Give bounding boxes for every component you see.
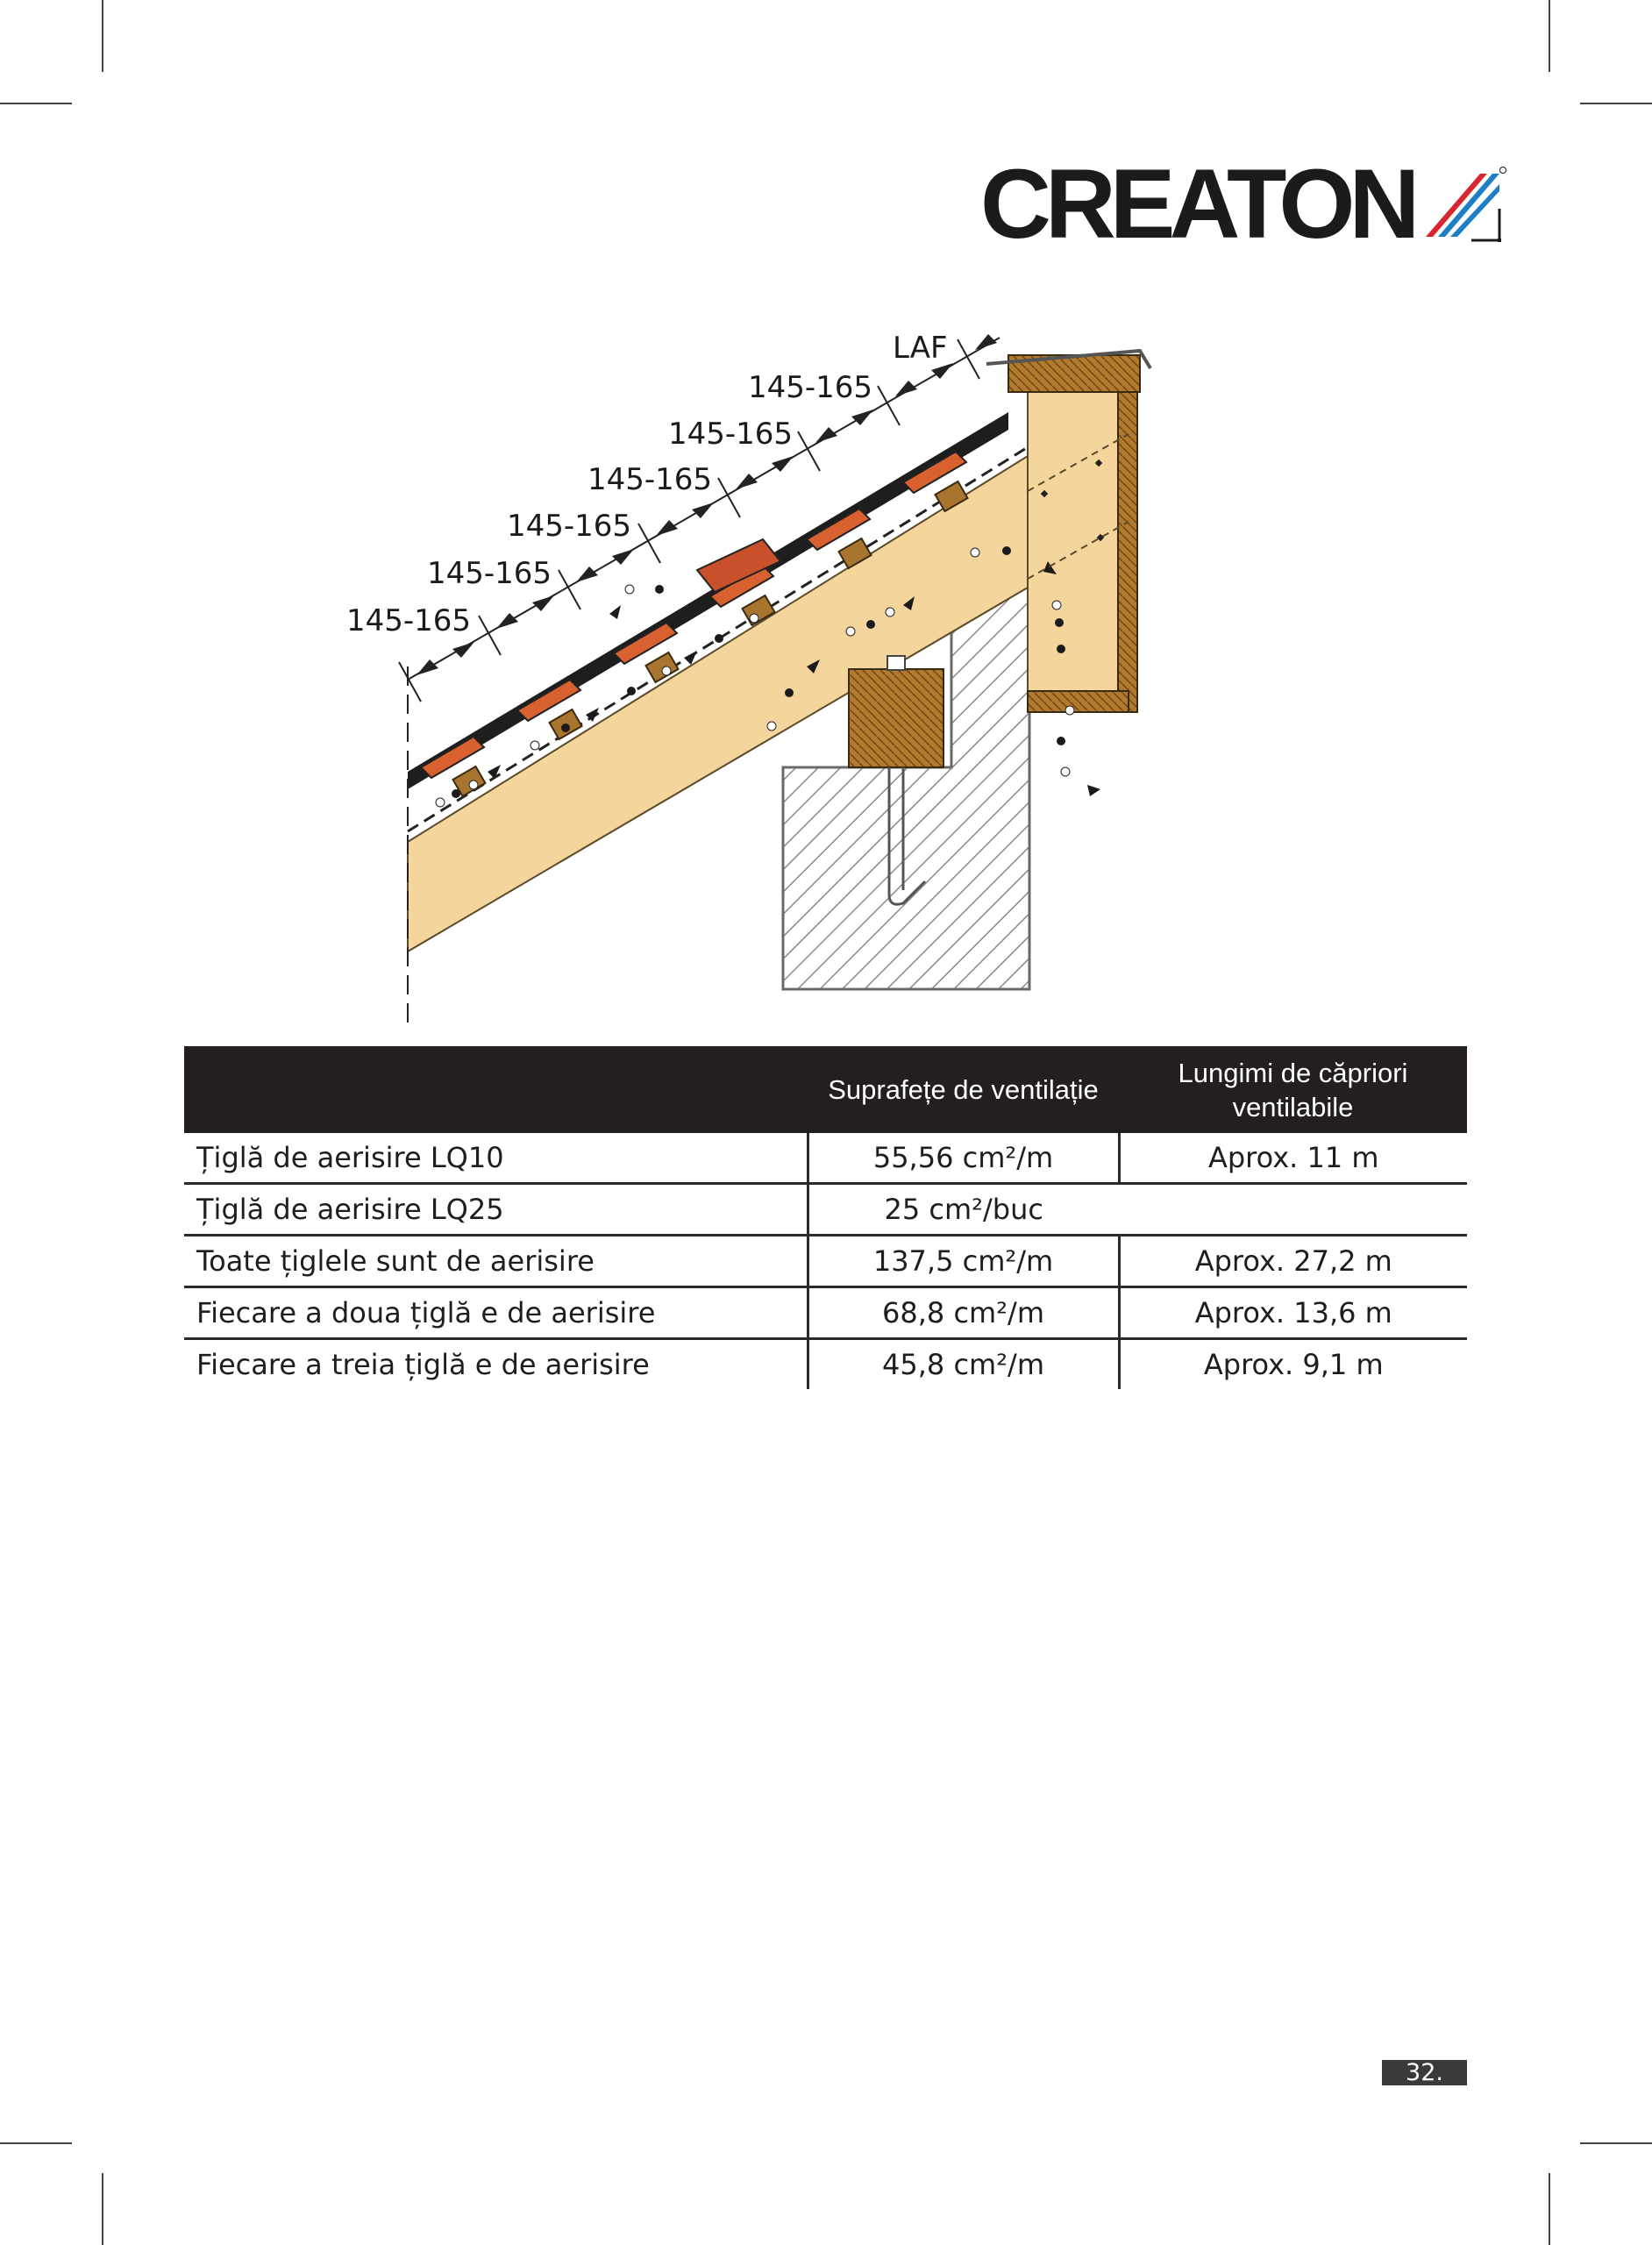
row-name: Țiglă de aerisire LQ10 bbox=[184, 1133, 808, 1184]
row-length: Aprox. 9,1 m bbox=[1119, 1339, 1467, 1390]
row-name: Fiecare a doua țiglă e de aerisire bbox=[184, 1287, 808, 1339]
row-length: Aprox. 11 m bbox=[1119, 1133, 1467, 1184]
table-row bbox=[184, 1339, 1467, 1390]
dimension-label: 145-165 bbox=[507, 509, 632, 544]
row-name: Fiecare a treia țiglă e de aerisire bbox=[196, 1348, 650, 1381]
crop-mark bbox=[1580, 2142, 1652, 2144]
verge-bottom bbox=[1028, 691, 1129, 712]
logo-mark-icon bbox=[1419, 165, 1506, 244]
ventilation-table bbox=[184, 1046, 1467, 1389]
wall-plate bbox=[849, 669, 943, 767]
crop-mark bbox=[0, 2142, 72, 2144]
table-row bbox=[184, 1287, 1467, 1339]
crop-mark bbox=[1549, 2173, 1550, 2245]
crop-mark bbox=[1580, 103, 1652, 104]
row-area: 68,8 cm²/m bbox=[808, 1287, 1119, 1339]
crop-mark bbox=[102, 0, 103, 72]
header-rafter-length: Lungimi de căpriori ventilabile bbox=[1119, 1046, 1467, 1133]
dimension-label: 145-165 bbox=[587, 462, 713, 497]
logo-wordmark: CREATON bbox=[980, 149, 1414, 259]
crop-mark bbox=[102, 2173, 103, 2245]
header-ventilation-area: Suprafețe de ventilație bbox=[808, 1046, 1119, 1133]
row-name: Toate țiglele sunt de aerisire bbox=[184, 1236, 808, 1287]
table-row bbox=[184, 1184, 1467, 1236]
dimension-label-laf: LAF bbox=[893, 331, 948, 366]
row-area: 55,56 cm²/m bbox=[808, 1133, 1119, 1184]
table-row bbox=[184, 1133, 1467, 1184]
row-area: 25 cm²/buc bbox=[808, 1184, 1119, 1236]
row-length: Aprox. 13,6 m bbox=[1119, 1287, 1467, 1339]
verge-board bbox=[1028, 373, 1129, 710]
roof-ventilation-diagram bbox=[333, 316, 1175, 1035]
dimension-label: 145-165 bbox=[346, 603, 472, 638]
header-empty bbox=[184, 1046, 808, 1133]
creaton-logo bbox=[980, 149, 1506, 259]
row-length bbox=[1119, 1184, 1467, 1236]
dimension-label: 145-165 bbox=[668, 417, 794, 452]
page-number: 32. bbox=[1382, 2060, 1467, 2085]
table-row bbox=[184, 1236, 1467, 1287]
crop-mark bbox=[0, 103, 72, 104]
crop-mark bbox=[1549, 0, 1550, 72]
verge-trim bbox=[1118, 361, 1137, 712]
dimension-label: 145-165 bbox=[748, 370, 873, 405]
table-header-row bbox=[184, 1046, 1467, 1133]
dimension-label: 145-165 bbox=[427, 556, 552, 591]
row-name: Țiglă de aerisire LQ25 bbox=[184, 1184, 808, 1236]
row-area: 137,5 cm²/m bbox=[808, 1236, 1119, 1287]
row-area: 45,8 cm²/m bbox=[808, 1339, 1119, 1390]
row-length: Aprox. 27,2 m bbox=[1119, 1236, 1467, 1287]
